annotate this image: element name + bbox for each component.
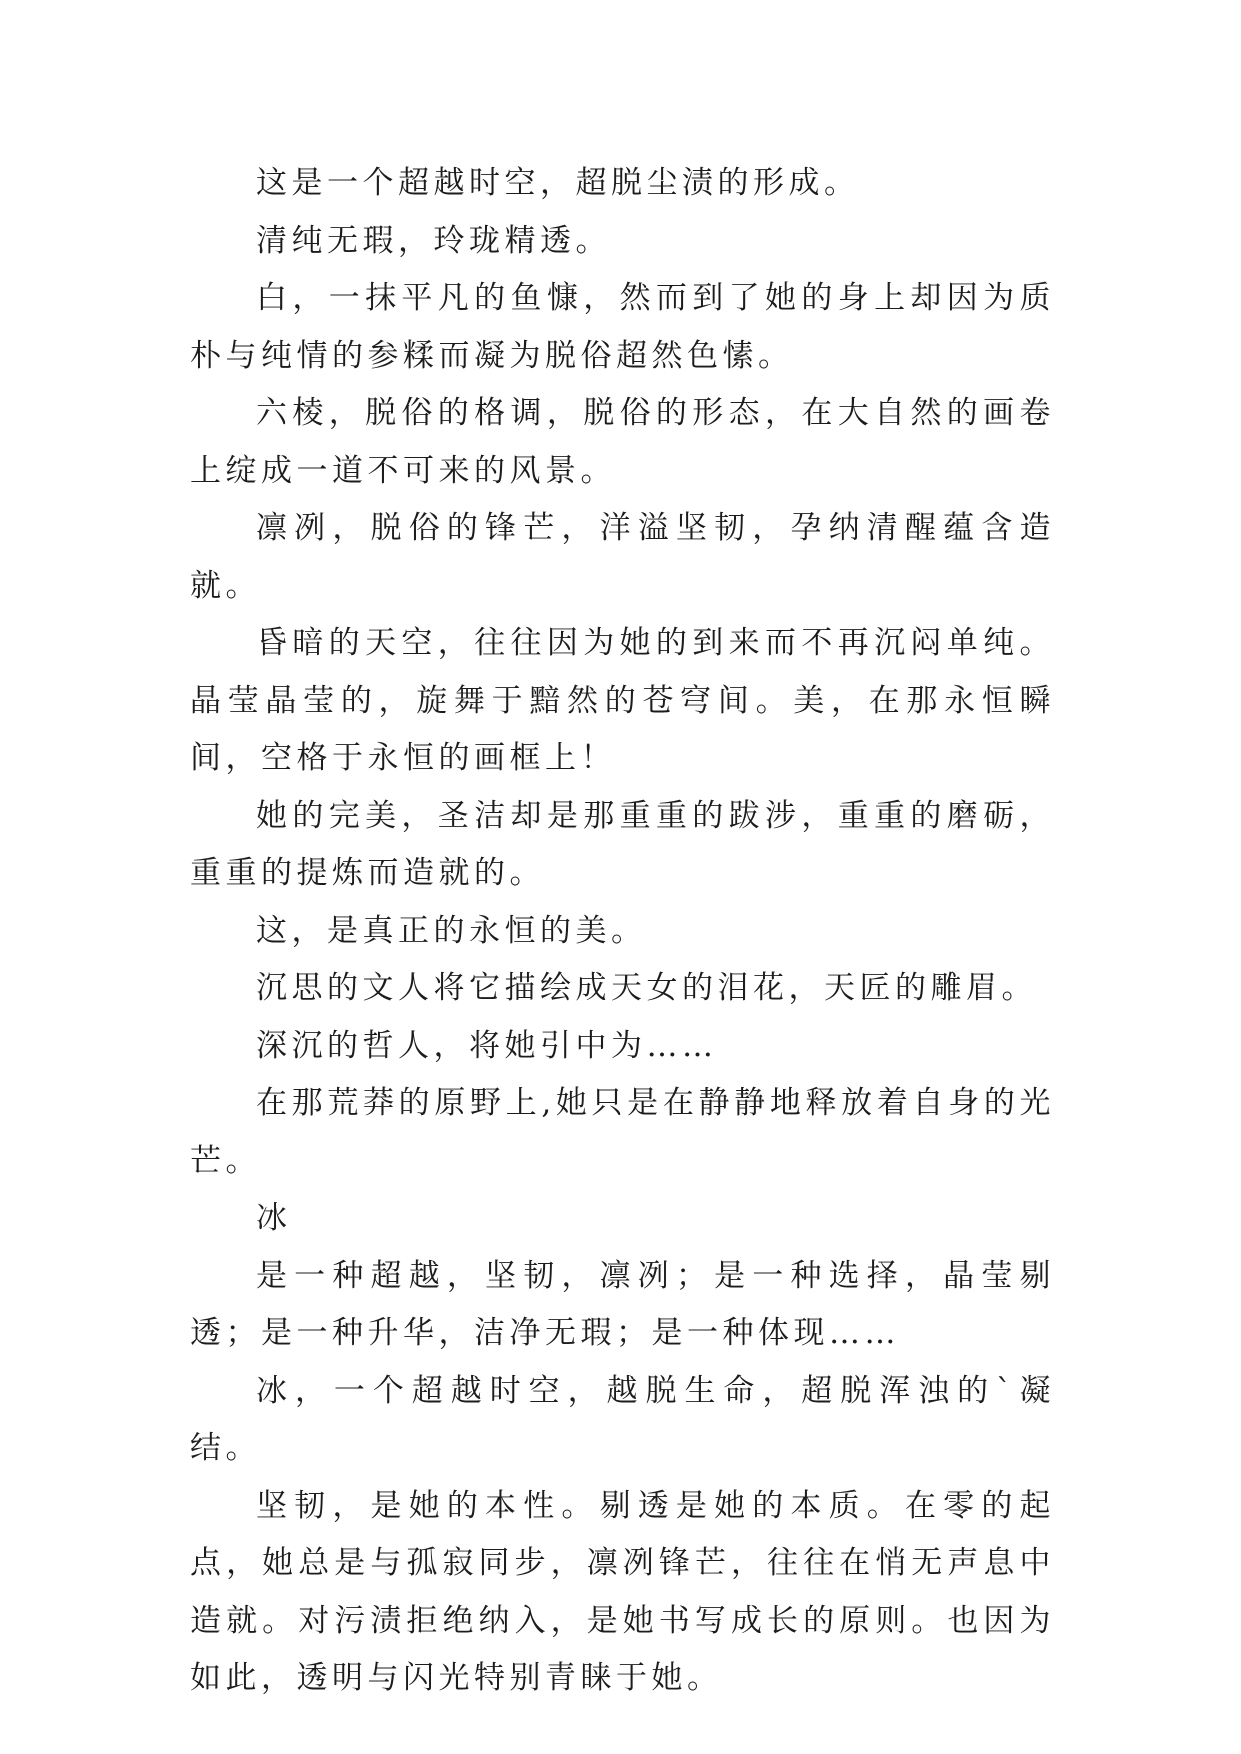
paragraph: 这是一个超越时空，超脱尘渍的形成。 xyxy=(256,165,860,201)
paragraph: 冰 xyxy=(256,1200,292,1236)
paragraph: 坚韧，是她的本性。剔透是她的本质。在零的起点，她总是与孤寂同步，凛冽锋芒，往往在悄无声息中造就。对污渍拒绝纳入，是她书写成长的原则。也因为如此，透明与闪光特别青睐于她。 xyxy=(190,1487,1055,1696)
paragraph: 沉思的文人将它描绘成天女的泪花，天匠的雕眉。 xyxy=(256,970,1037,1006)
paragraph: 六棱，脱俗的格调，脱俗的形态，在大自然的画卷上绽成一道不可来的风景。 xyxy=(190,395,1055,489)
paragraph: 冰，一个超越时空，越脱生命，超脱浑浊的`凝结。 xyxy=(190,1372,1055,1466)
paragraph: 凛冽，脱俗的锋芒，洋溢坚韧，孕纳清醒蕴含造就。 xyxy=(190,510,1055,604)
document-body xyxy=(190,155,1055,1708)
paragraph: 她的完美，圣洁却是那重重的跋涉，重重的磨砺，重重的提炼而造就的。 xyxy=(190,797,1055,891)
paragraph: 清纯无瑕，玲珑精透。 xyxy=(256,222,611,259)
paragraph: 白，一抹平凡的鱼慷，然而到了她的身上却因为质朴与纯情的参糅而凝为脱俗超然色愫。 xyxy=(190,280,1055,374)
paragraph: 昏暗的天空，往往因为她的到来而不再沉闷单纯。晶莹晶莹的，旋舞于黯然的苍穹间。美，在那永恒瞬间，空格于永恒的画框上！ xyxy=(190,625,1055,776)
paragraph: 深沉的哲人，将她引中为…… xyxy=(256,1027,718,1064)
paragraph: 这，是真正的永恒的美。 xyxy=(256,912,647,949)
paragraph: 在那荒莽的原野上,她只是在静静地释放着自身的光芒。 xyxy=(190,1085,1055,1179)
paragraph: 是一种超越，坚韧，凛冽；是一种选择，晶莹剔透；是一种升华，洁净无瑕；是一种体现…… xyxy=(190,1257,1055,1351)
